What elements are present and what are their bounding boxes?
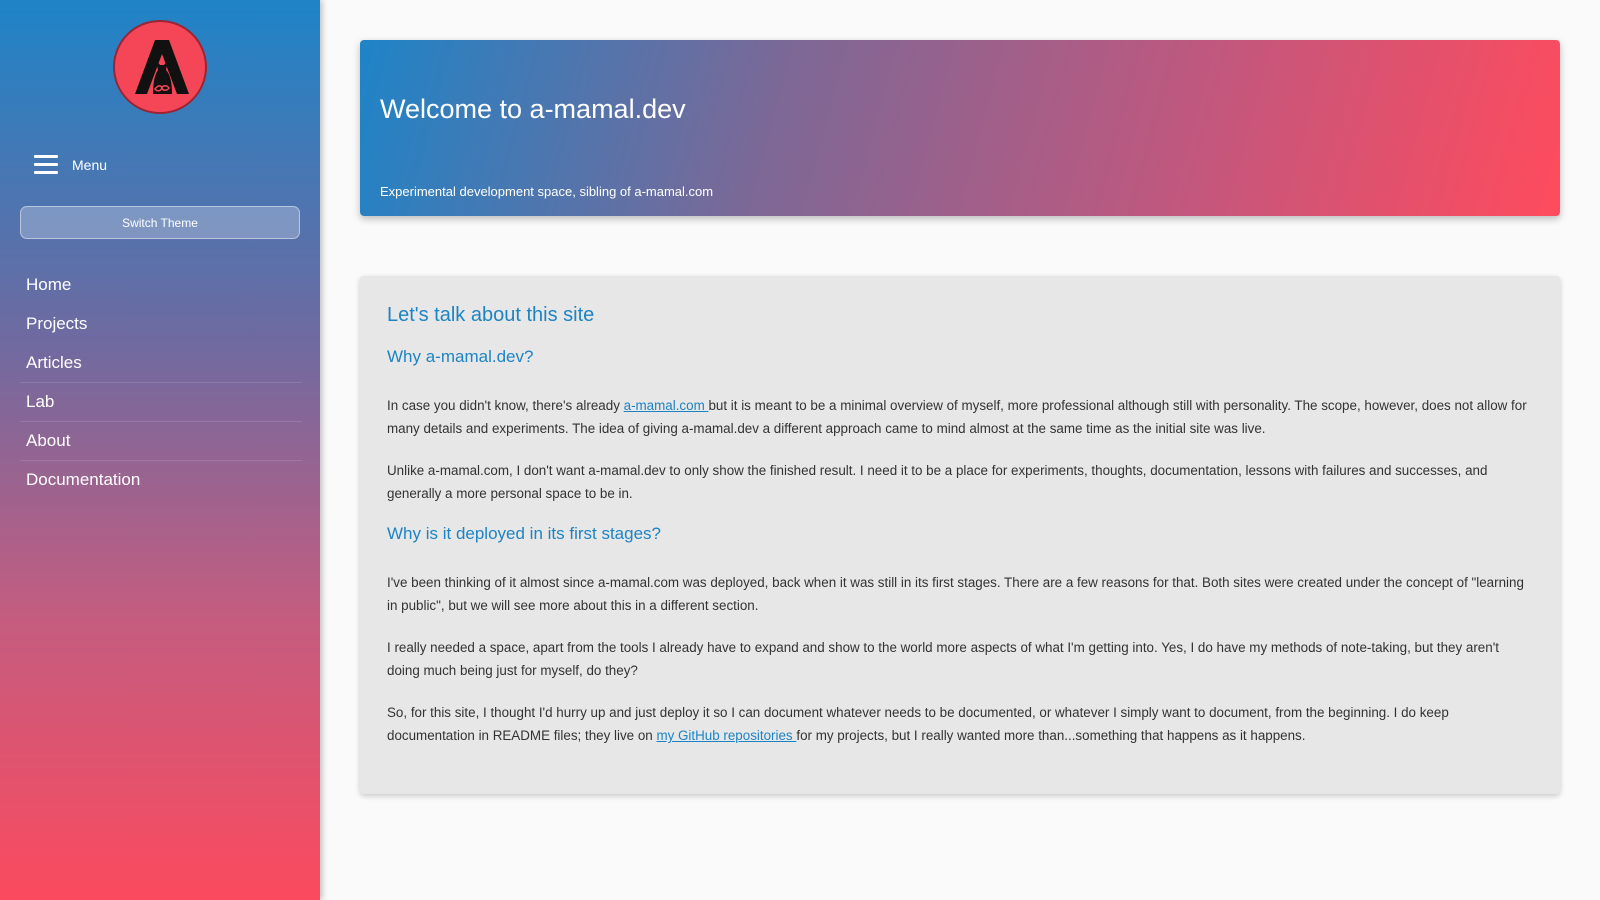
article-card xyxy=(360,276,1560,794)
paragraph-text: but it is meant to be a minimal overview of myself, more professional although still with personality. The scope, however, does not allow for many details and experiments. The idea of giving a-mamal.dev a different approach came to mind almost at the same time as the initial site was live. xyxy=(387,398,1527,436)
article-title: Let's talk about this site xyxy=(387,304,595,326)
page-title: Welcome to a-mamal.dev xyxy=(380,94,686,124)
nav-link-lab[interactable]: Lab xyxy=(26,392,55,411)
github-repositories-link[interactable]: my GitHub repositories xyxy=(656,728,797,743)
nav-link-about[interactable]: About xyxy=(26,431,71,450)
a-mamal-com-link[interactable]: a-mamal.com xyxy=(623,398,709,413)
nav-link-documentation[interactable]: Documentation xyxy=(26,470,141,489)
menu-label: Menu xyxy=(72,157,108,173)
sidebar-nav xyxy=(20,266,302,500)
paragraph-text: for my projects, but I really wanted more than...something that happens as it happens. xyxy=(796,728,1306,743)
paragraph xyxy=(387,701,1533,747)
paragraph xyxy=(387,394,1533,440)
nav-item-articles xyxy=(20,344,302,383)
section-heading-why-dev: Why a-mamal.dev? xyxy=(387,347,534,366)
nav-item-lab xyxy=(20,383,302,422)
cat-logo-icon xyxy=(115,22,207,114)
paragraph: Unlike a-mamal.com, I don't want a-mamal.dev to only show the finished result. I need it to be a place for experiments, thoughts, documentation, lessons with failures and successes, and generally a more personal space to be in. xyxy=(387,463,1488,501)
hero-banner xyxy=(360,40,1560,216)
paragraph: I really needed a space, apart from the tools I already have to expand and show to the world more aspects of what I'm getting into. Yes, I do have my methods of note-taking, but they aren't doing much being just for myself, do they? xyxy=(387,640,1499,678)
section-heading-why-deployed: Why is it deployed in its first stages? xyxy=(387,524,662,543)
nav-link-home[interactable]: Home xyxy=(26,275,72,294)
menu-toggle[interactable] xyxy=(34,155,107,175)
nav-item-documentation xyxy=(20,461,302,500)
paragraph-text: So, for this site, I thought I'd hurry up and just deploy it so I can document whatever needs to be documented, or whatever I simply want to document, from the beginning. I do keep documentation in README files; they live on xyxy=(387,705,1449,743)
hamburger-icon[interactable] xyxy=(34,155,58,175)
nav-item-about xyxy=(20,422,302,461)
paragraph: I've been thinking of it almost since a-mamal.com was deployed, back when it was still in its first stages. There are a few reasons for that. Both sites were created under the concept of "learning in public", but we will see more about this in a different section. xyxy=(387,575,1524,613)
switch-theme-button[interactable]: Switch Theme xyxy=(20,206,300,239)
page-subtitle: Experimental development space, sibling of a-mamal.com xyxy=(380,184,714,199)
nav-link-articles[interactable]: Articles xyxy=(26,353,82,372)
nav-link-projects[interactable]: Projects xyxy=(26,314,88,333)
nav-item-home xyxy=(20,266,302,305)
paragraph-text: In case you didn't know, there's already xyxy=(387,398,624,413)
sidebar xyxy=(0,0,320,900)
nav-item-projects xyxy=(20,305,302,344)
site-logo[interactable] xyxy=(113,20,207,114)
